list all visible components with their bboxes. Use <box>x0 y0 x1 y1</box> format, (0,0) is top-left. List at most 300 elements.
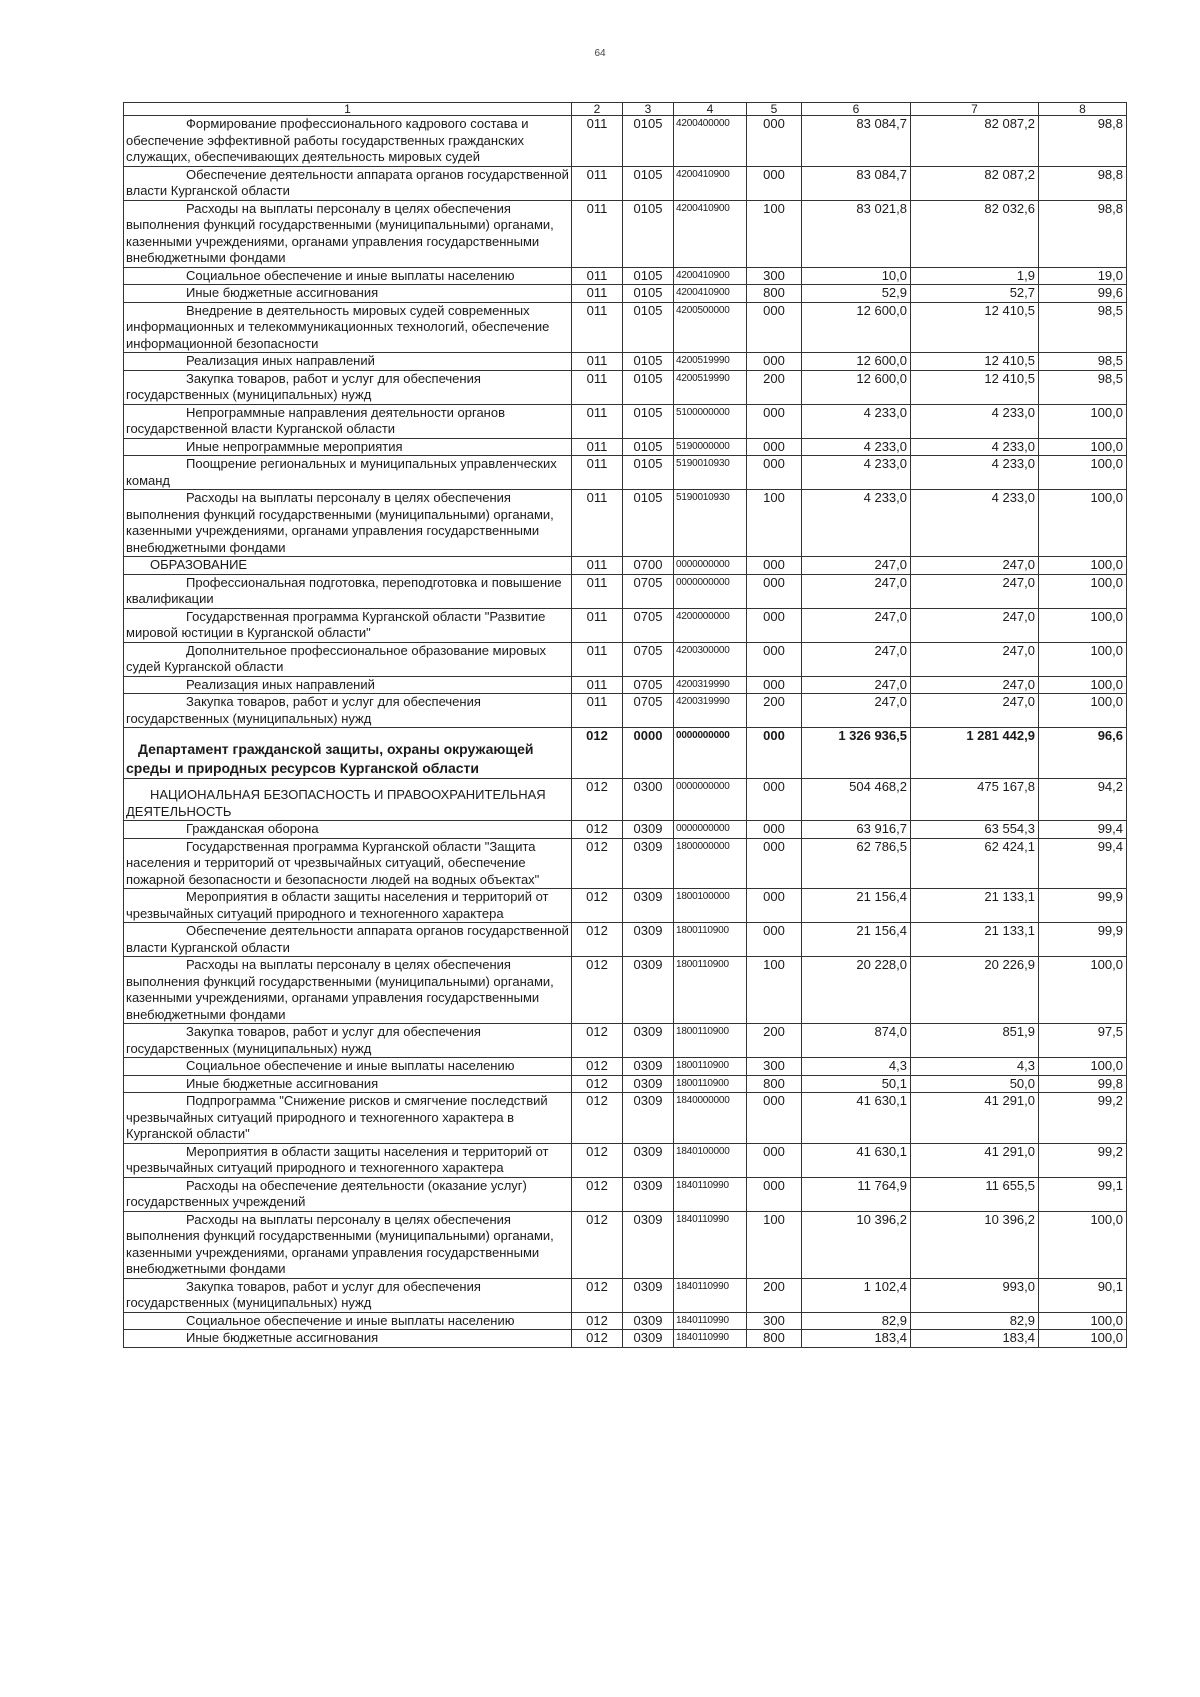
planned-amount-cell: 247,0 <box>802 557 911 575</box>
table-row <box>124 694 1127 728</box>
code-target-cell: 0000000000 <box>674 821 747 839</box>
row-name-cell: Внедрение в деятельность мировых судей современных информационных и телекоммуникационных технологий, обеспечение информационной безопасности <box>124 302 572 353</box>
code-admin-cell: 012 <box>572 821 623 839</box>
percent-cell: 99,4 <box>1039 838 1127 889</box>
percent-cell: 100,0 <box>1039 957 1127 1024</box>
actual-amount-cell: 41 291,0 <box>911 1093 1039 1144</box>
code-admin-cell: 012 <box>572 1075 623 1093</box>
code-section-cell: 0105 <box>623 116 674 167</box>
row-name-cell: Обеспечение деятельности аппарата органов государственной власти Курганской области <box>124 923 572 957</box>
percent-cell: 100,0 <box>1039 1330 1127 1348</box>
code-expense-cell: 000 <box>747 889 802 923</box>
code-admin-cell: 012 <box>572 838 623 889</box>
actual-amount-cell: 21 133,1 <box>911 923 1039 957</box>
table-row <box>124 353 1127 371</box>
code-target-cell: 0000000000 <box>674 557 747 575</box>
planned-amount-cell: 63 916,7 <box>802 821 911 839</box>
code-expense-cell: 000 <box>747 608 802 642</box>
planned-amount-cell: 183,4 <box>802 1330 911 1348</box>
percent-cell: 100,0 <box>1039 557 1127 575</box>
actual-amount-cell: 247,0 <box>911 694 1039 728</box>
percent-cell: 100,0 <box>1039 490 1127 557</box>
actual-amount-cell: 247,0 <box>911 642 1039 676</box>
row-name-cell: Департамент гражданской защиты, охраны окружающей среды и природных ресурсов Курганской области <box>124 728 572 779</box>
planned-amount-cell: 41 630,1 <box>802 1093 911 1144</box>
table-row <box>124 404 1127 438</box>
code-expense-cell: 000 <box>747 557 802 575</box>
code-expense-cell: 200 <box>747 1024 802 1058</box>
planned-amount-cell: 83 021,8 <box>802 200 911 267</box>
table-row <box>124 889 1127 923</box>
table-row <box>124 1278 1127 1312</box>
code-target-cell: 4200000000 <box>674 608 747 642</box>
code-section-cell: 0309 <box>623 838 674 889</box>
actual-amount-cell: 21 133,1 <box>911 889 1039 923</box>
table-row <box>124 608 1127 642</box>
code-target-cell: 1800110900 <box>674 1024 747 1058</box>
planned-amount-cell: 4 233,0 <box>802 456 911 490</box>
row-name-cell: Государственная программа Курганской области "Защита населения и территорий от чрезвычайных ситуаций, обеспечение пожарной безопасности и безопасности людей на водных объектах" <box>124 838 572 889</box>
code-target-cell: 1800110900 <box>674 923 747 957</box>
table-row <box>124 116 1127 167</box>
code-section-cell: 0705 <box>623 642 674 676</box>
code-expense-cell: 000 <box>747 923 802 957</box>
table-row <box>124 1075 1127 1093</box>
code-admin-cell: 012 <box>572 1312 623 1330</box>
code-target-cell: 1800100000 <box>674 889 747 923</box>
actual-amount-cell: 11 655,5 <box>911 1177 1039 1211</box>
actual-amount-cell: 20 226,9 <box>911 957 1039 1024</box>
code-expense-cell: 000 <box>747 302 802 353</box>
code-target-cell: 4200410900 <box>674 200 747 267</box>
table-row <box>124 728 1127 779</box>
table-row <box>124 1093 1127 1144</box>
row-name-cell: Иные бюджетные ассигнования <box>124 285 572 303</box>
row-name-cell: Мероприятия в области защиты населения и территорий от чрезвычайных ситуаций природного и техногенного характера <box>124 1143 572 1177</box>
actual-amount-cell: 247,0 <box>911 574 1039 608</box>
percent-cell: 100,0 <box>1039 1211 1127 1278</box>
code-admin-cell: 011 <box>572 608 623 642</box>
percent-cell: 19,0 <box>1039 267 1127 285</box>
code-admin-cell: 011 <box>572 353 623 371</box>
column-header: 1 <box>124 103 572 116</box>
code-target-cell: 0000000000 <box>674 574 747 608</box>
code-section-cell: 0105 <box>623 404 674 438</box>
code-target-cell: 4200319990 <box>674 676 747 694</box>
code-section-cell: 0705 <box>623 676 674 694</box>
table-row <box>124 1312 1127 1330</box>
code-section-cell: 0705 <box>623 574 674 608</box>
code-section-cell: 0309 <box>623 1143 674 1177</box>
code-section-cell: 0705 <box>623 608 674 642</box>
actual-amount-cell: 4 233,0 <box>911 490 1039 557</box>
actual-amount-cell: 50,0 <box>911 1075 1039 1093</box>
code-admin-cell: 012 <box>572 1330 623 1348</box>
row-name-cell: Расходы на обеспечение деятельности (оказание услуг) государственных учреждений <box>124 1177 572 1211</box>
code-section-cell: 0309 <box>623 1075 674 1093</box>
code-admin-cell: 011 <box>572 676 623 694</box>
actual-amount-cell: 247,0 <box>911 676 1039 694</box>
planned-amount-cell: 50,1 <box>802 1075 911 1093</box>
table-row <box>124 166 1127 200</box>
code-expense-cell: 000 <box>747 166 802 200</box>
row-name-cell: Поощрение региональных и муниципальных управленческих команд <box>124 456 572 490</box>
code-expense-cell: 100 <box>747 200 802 267</box>
planned-amount-cell: 504 468,2 <box>802 779 911 821</box>
code-expense-cell: 000 <box>747 438 802 456</box>
actual-amount-cell: 247,0 <box>911 608 1039 642</box>
code-target-cell: 5190010930 <box>674 456 747 490</box>
planned-amount-cell: 247,0 <box>802 694 911 728</box>
code-section-cell: 0309 <box>623 889 674 923</box>
code-section-cell: 0105 <box>623 456 674 490</box>
row-name-cell: Расходы на выплаты персоналу в целях обеспечения выполнения функций государственными (муниципальными) органами, казенными учреждениями, органами управления государственными внебюджетными фондами <box>124 957 572 1024</box>
table-row <box>124 1024 1127 1058</box>
table-row <box>124 1058 1127 1076</box>
table-row <box>124 285 1127 303</box>
planned-amount-cell: 247,0 <box>802 574 911 608</box>
percent-cell: 98,5 <box>1039 353 1127 371</box>
code-admin-cell: 011 <box>572 438 623 456</box>
row-name-cell: Социальное обеспечение и иные выплаты населению <box>124 1058 572 1076</box>
table-row <box>124 438 1127 456</box>
planned-amount-cell: 247,0 <box>802 608 911 642</box>
code-section-cell: 0309 <box>623 957 674 1024</box>
code-section-cell: 0309 <box>623 1177 674 1211</box>
planned-amount-cell: 41 630,1 <box>802 1143 911 1177</box>
code-admin-cell: 012 <box>572 779 623 821</box>
row-name-cell: Закупка товаров, работ и услуг для обеспечения государственных (муниципальных) нужд <box>124 370 572 404</box>
code-target-cell: 1800110900 <box>674 957 747 1024</box>
percent-cell: 100,0 <box>1039 574 1127 608</box>
row-name-cell: Социальное обеспечение и иные выплаты населению <box>124 267 572 285</box>
code-section-cell: 0300 <box>623 779 674 821</box>
planned-amount-cell: 4 233,0 <box>802 438 911 456</box>
code-target-cell: 1840110990 <box>674 1211 747 1278</box>
code-expense-cell: 200 <box>747 1278 802 1312</box>
planned-amount-cell: 1 102,4 <box>802 1278 911 1312</box>
percent-cell: 99,9 <box>1039 889 1127 923</box>
row-name-cell: ОБРАЗОВАНИЕ <box>124 557 572 575</box>
code-expense-cell: 300 <box>747 1058 802 1076</box>
percent-cell: 100,0 <box>1039 1058 1127 1076</box>
table-row <box>124 370 1127 404</box>
planned-amount-cell: 12 600,0 <box>802 302 911 353</box>
planned-amount-cell: 83 084,7 <box>802 116 911 167</box>
code-admin-cell: 011 <box>572 694 623 728</box>
actual-amount-cell: 52,7 <box>911 285 1039 303</box>
code-section-cell: 0105 <box>623 285 674 303</box>
actual-amount-cell: 4 233,0 <box>911 438 1039 456</box>
code-section-cell: 0309 <box>623 1312 674 1330</box>
planned-amount-cell: 4,3 <box>802 1058 911 1076</box>
code-admin-cell: 012 <box>572 728 623 779</box>
percent-cell: 99,8 <box>1039 1075 1127 1093</box>
planned-amount-cell: 82,9 <box>802 1312 911 1330</box>
code-expense-cell: 000 <box>747 116 802 167</box>
row-name-cell: Непрограммные направления деятельности органов государственной власти Курганской области <box>124 404 572 438</box>
code-target-cell: 1840110990 <box>674 1278 747 1312</box>
actual-amount-cell: 41 291,0 <box>911 1143 1039 1177</box>
code-expense-cell: 100 <box>747 490 802 557</box>
row-name-cell: Иные бюджетные ассигнования <box>124 1075 572 1093</box>
row-name-cell: Гражданская оборона <box>124 821 572 839</box>
code-target-cell: 1840110990 <box>674 1312 747 1330</box>
planned-amount-cell: 12 600,0 <box>802 353 911 371</box>
page-number: 64 <box>594 48 606 59</box>
row-name-cell: Закупка товаров, работ и услуг для обеспечения государственных (муниципальных) нужд <box>124 1024 572 1058</box>
percent-cell: 96,6 <box>1039 728 1127 779</box>
table-row <box>124 574 1127 608</box>
table-row <box>124 642 1127 676</box>
code-target-cell: 1840110990 <box>674 1330 747 1348</box>
row-name-cell: Расходы на выплаты персоналу в целях обеспечения выполнения функций государственными (муниципальными) органами, казенными учреждениями, органами управления государственными внебюджетными фондами <box>124 1211 572 1278</box>
code-target-cell: 4200519990 <box>674 370 747 404</box>
planned-amount-cell: 10 396,2 <box>802 1211 911 1278</box>
code-target-cell: 0000000000 <box>674 779 747 821</box>
code-section-cell: 0309 <box>623 1093 674 1144</box>
table-row <box>124 456 1127 490</box>
planned-amount-cell: 20 228,0 <box>802 957 911 1024</box>
percent-cell: 100,0 <box>1039 438 1127 456</box>
code-expense-cell: 000 <box>747 1177 802 1211</box>
table-row <box>124 557 1127 575</box>
code-expense-cell: 000 <box>747 456 802 490</box>
planned-amount-cell: 52,9 <box>802 285 911 303</box>
code-expense-cell: 000 <box>747 1143 802 1177</box>
row-name-cell: Государственная программа Курганской области "Развитие мировой юстиции в Курганской области" <box>124 608 572 642</box>
code-admin-cell: 012 <box>572 1211 623 1278</box>
percent-cell: 97,5 <box>1039 1024 1127 1058</box>
row-name-cell: Формирование профессионального кадрового состава и обеспечение эффективной работы государственных гражданских служащих, обеспечивающих деятельность мировых судей <box>124 116 572 167</box>
row-name-cell: Профессиональная подготовка, переподготовка и повышение квалификации <box>124 574 572 608</box>
actual-amount-cell: 82 087,2 <box>911 116 1039 167</box>
actual-amount-cell: 4 233,0 <box>911 456 1039 490</box>
code-admin-cell: 011 <box>572 285 623 303</box>
code-expense-cell: 000 <box>747 574 802 608</box>
code-admin-cell: 012 <box>572 1093 623 1144</box>
actual-amount-cell: 12 410,5 <box>911 370 1039 404</box>
code-section-cell: 0309 <box>623 1058 674 1076</box>
row-name-cell: Подпрограмма "Снижение рисков и смягчение последствий чрезвычайных ситуаций природного и техногенного характера в Курганской области" <box>124 1093 572 1144</box>
code-expense-cell: 000 <box>747 728 802 779</box>
row-name-cell: Иные непрограммные мероприятия <box>124 438 572 456</box>
percent-cell: 98,8 <box>1039 200 1127 267</box>
column-header: 3 <box>623 103 674 116</box>
percent-cell: 99,4 <box>1039 821 1127 839</box>
code-expense-cell: 000 <box>747 404 802 438</box>
code-target-cell: 4200300000 <box>674 642 747 676</box>
code-admin-cell: 012 <box>572 889 623 923</box>
code-expense-cell: 800 <box>747 285 802 303</box>
planned-amount-cell: 4 233,0 <box>802 490 911 557</box>
code-target-cell: 4200410900 <box>674 166 747 200</box>
percent-cell: 100,0 <box>1039 404 1127 438</box>
column-header: 8 <box>1039 103 1127 116</box>
table-row <box>124 957 1127 1024</box>
percent-cell: 94,2 <box>1039 779 1127 821</box>
percent-cell: 100,0 <box>1039 676 1127 694</box>
code-admin-cell: 012 <box>572 1143 623 1177</box>
code-expense-cell: 800 <box>747 1075 802 1093</box>
code-admin-cell: 011 <box>572 200 623 267</box>
table-row <box>124 267 1127 285</box>
percent-cell: 99,1 <box>1039 1177 1127 1211</box>
code-target-cell: 0000000000 <box>674 728 747 779</box>
code-target-cell: 5190000000 <box>674 438 747 456</box>
actual-amount-cell: 63 554,3 <box>911 821 1039 839</box>
planned-amount-cell: 247,0 <box>802 642 911 676</box>
code-section-cell: 0705 <box>623 694 674 728</box>
planned-amount-cell: 83 084,7 <box>802 166 911 200</box>
table-row <box>124 779 1127 821</box>
table-row <box>124 821 1127 839</box>
code-expense-cell: 200 <box>747 370 802 404</box>
row-name-cell: Расходы на выплаты персоналу в целях обеспечения выполнения функций государственными (муниципальными) органами, казенными учреждениями, органами управления государственными внебюджетными фондами <box>124 200 572 267</box>
percent-cell: 99,9 <box>1039 923 1127 957</box>
percent-cell: 100,0 <box>1039 608 1127 642</box>
code-admin-cell: 011 <box>572 490 623 557</box>
actual-amount-cell: 12 410,5 <box>911 353 1039 371</box>
actual-amount-cell: 4 233,0 <box>911 404 1039 438</box>
code-target-cell: 4200500000 <box>674 302 747 353</box>
planned-amount-cell: 21 156,4 <box>802 923 911 957</box>
actual-amount-cell: 183,4 <box>911 1330 1039 1348</box>
table-row <box>124 676 1127 694</box>
row-name-cell: Реализация иных направлений <box>124 353 572 371</box>
row-name-cell: Расходы на выплаты персоналу в целях обеспечения выполнения функций государственными (муниципальными) органами, казенными учреждениями, органами управления государственными внебюджетными фондами <box>124 490 572 557</box>
table-row <box>124 1211 1127 1278</box>
code-expense-cell: 100 <box>747 957 802 1024</box>
planned-amount-cell: 21 156,4 <box>802 889 911 923</box>
code-admin-cell: 011 <box>572 302 623 353</box>
column-header: 6 <box>802 103 911 116</box>
code-section-cell: 0105 <box>623 490 674 557</box>
actual-amount-cell: 82 032,6 <box>911 200 1039 267</box>
code-expense-cell: 000 <box>747 1093 802 1144</box>
code-target-cell: 1800110900 <box>674 1075 747 1093</box>
code-target-cell: 5100000000 <box>674 404 747 438</box>
row-name-cell: Закупка товаров, работ и услуг для обеспечения государственных (муниципальных) нужд <box>124 1278 572 1312</box>
code-section-cell: 0105 <box>623 353 674 371</box>
code-expense-cell: 200 <box>747 694 802 728</box>
percent-cell: 98,5 <box>1039 302 1127 353</box>
code-admin-cell: 012 <box>572 923 623 957</box>
code-section-cell: 0309 <box>623 923 674 957</box>
code-target-cell: 4200319990 <box>674 694 747 728</box>
code-section-cell: 0309 <box>623 1330 674 1348</box>
code-admin-cell: 011 <box>572 557 623 575</box>
code-target-cell: 4200519990 <box>674 353 747 371</box>
percent-cell: 99,2 <box>1039 1093 1127 1144</box>
code-admin-cell: 011 <box>572 370 623 404</box>
code-section-cell: 0309 <box>623 1024 674 1058</box>
actual-amount-cell: 82 087,2 <box>911 166 1039 200</box>
table-row <box>124 302 1127 353</box>
code-section-cell: 0000 <box>623 728 674 779</box>
percent-cell: 99,2 <box>1039 1143 1127 1177</box>
planned-amount-cell: 1 326 936,5 <box>802 728 911 779</box>
planned-amount-cell: 62 786,5 <box>802 838 911 889</box>
code-admin-cell: 011 <box>572 116 623 167</box>
code-section-cell: 0309 <box>623 1211 674 1278</box>
code-section-cell: 0105 <box>623 438 674 456</box>
table-row <box>124 200 1127 267</box>
percent-cell: 100,0 <box>1039 694 1127 728</box>
code-section-cell: 0105 <box>623 370 674 404</box>
percent-cell: 98,5 <box>1039 370 1127 404</box>
code-admin-cell: 012 <box>572 1278 623 1312</box>
code-expense-cell: 000 <box>747 821 802 839</box>
table-row <box>124 838 1127 889</box>
row-name-cell: Реализация иных направлений <box>124 676 572 694</box>
code-target-cell: 4200400000 <box>674 116 747 167</box>
code-section-cell: 0105 <box>623 200 674 267</box>
code-admin-cell: 012 <box>572 957 623 1024</box>
percent-cell: 100,0 <box>1039 642 1127 676</box>
planned-amount-cell: 4 233,0 <box>802 404 911 438</box>
row-name-cell: Обеспечение деятельности аппарата органов государственной власти Курганской области <box>124 166 572 200</box>
code-target-cell: 1840000000 <box>674 1093 747 1144</box>
column-header: 2 <box>572 103 623 116</box>
code-admin-cell: 012 <box>572 1058 623 1076</box>
actual-amount-cell: 4,3 <box>911 1058 1039 1076</box>
code-target-cell: 1840110990 <box>674 1177 747 1211</box>
code-expense-cell: 000 <box>747 353 802 371</box>
percent-cell: 100,0 <box>1039 1312 1127 1330</box>
code-expense-cell: 000 <box>747 779 802 821</box>
column-header: 7 <box>911 103 1039 116</box>
planned-amount-cell: 247,0 <box>802 676 911 694</box>
code-section-cell: 0105 <box>623 166 674 200</box>
code-target-cell: 1840100000 <box>674 1143 747 1177</box>
code-section-cell: 0700 <box>623 557 674 575</box>
code-target-cell: 4200410900 <box>674 267 747 285</box>
code-target-cell: 5190010930 <box>674 490 747 557</box>
percent-cell: 99,6 <box>1039 285 1127 303</box>
actual-amount-cell: 10 396,2 <box>911 1211 1039 1278</box>
actual-amount-cell: 82,9 <box>911 1312 1039 1330</box>
actual-amount-cell: 12 410,5 <box>911 302 1039 353</box>
code-section-cell: 0309 <box>623 1278 674 1312</box>
code-expense-cell: 300 <box>747 267 802 285</box>
row-name-cell: Закупка товаров, работ и услуг для обеспечения государственных (муниципальных) нужд <box>124 694 572 728</box>
code-admin-cell: 012 <box>572 1024 623 1058</box>
planned-amount-cell: 12 600,0 <box>802 370 911 404</box>
code-admin-cell: 011 <box>572 267 623 285</box>
code-expense-cell: 800 <box>747 1330 802 1348</box>
planned-amount-cell: 874,0 <box>802 1024 911 1058</box>
percent-cell: 98,8 <box>1039 116 1127 167</box>
code-admin-cell: 011 <box>572 574 623 608</box>
code-expense-cell: 000 <box>747 676 802 694</box>
code-target-cell: 4200410900 <box>674 285 747 303</box>
code-expense-cell: 100 <box>747 1211 802 1278</box>
code-section-cell: 0105 <box>623 267 674 285</box>
budget-table <box>123 102 1127 1348</box>
code-section-cell: 0105 <box>623 302 674 353</box>
column-header: 4 <box>674 103 747 116</box>
row-name-cell: НАЦИОНАЛЬНАЯ БЕЗОПАСНОСТЬ И ПРАВООХРАНИТЕЛЬНАЯ ДЕЯТЕЛЬНОСТЬ <box>124 779 572 821</box>
actual-amount-cell: 1,9 <box>911 267 1039 285</box>
code-admin-cell: 011 <box>572 404 623 438</box>
code-admin-cell: 011 <box>572 456 623 490</box>
code-section-cell: 0309 <box>623 821 674 839</box>
table-row <box>124 1330 1127 1348</box>
column-header-row <box>124 103 1127 116</box>
percent-cell: 100,0 <box>1039 456 1127 490</box>
table-row <box>124 1177 1127 1211</box>
